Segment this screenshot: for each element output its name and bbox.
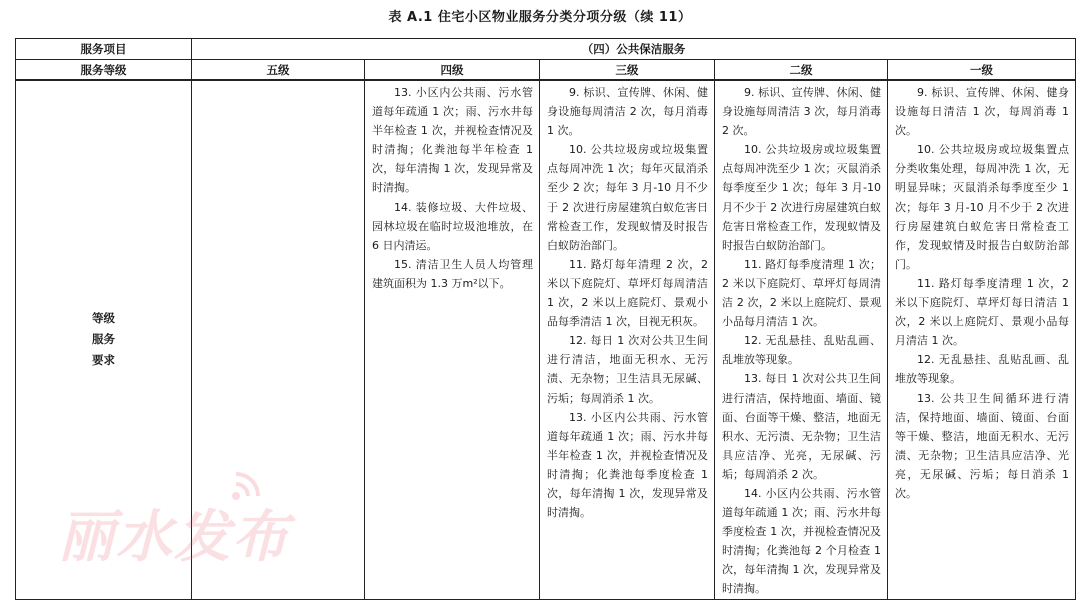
watermark-logo: 丽水发布 [58, 505, 290, 570]
requirement-item: 13. 小区内公共雨、污水管道每年疏通 1 次；雨、污水井每半年检查 1 次，并视检查情况及时清掏；化粪池每半年检查 1 次，每年清掏 1 次，发现异常及时清掏。 [372, 86, 533, 195]
row-label-line: 要求 [92, 353, 115, 368]
level-header-5: 五级 [192, 60, 365, 81]
requirement-item: 12. 每日 1 次对公共卫生间进行清洁，地面无积水、无污渍、无杂物；卫生洁具无尿碱、污垢；每周消杀 1 次。 [547, 334, 708, 405]
level-header-1: 一级 [888, 60, 1076, 81]
requirement-item: 9. 标识、宣传牌、休闲、健身设施每日清洁 1 次，每周消毒 1 次。 [895, 86, 1070, 138]
requirement-item: 13. 小区内公共雨、污水管道每年疏通 1 次；雨、污水井每半年检查 1 次，并视检查情况及时清掏；化粪池每季度检查 1 次，每年清掏 1 次，发现异常及时清掏。 [547, 410, 708, 520]
level3-cell [540, 80, 715, 599]
level4-cell [365, 80, 540, 599]
requirement-item: 12. 无乱悬挂、乱贴乱画、乱堆放等现象。 [895, 353, 1070, 386]
row-label-line: 服务 [92, 332, 115, 347]
requirement-item: 10. 公共垃圾房或垃圾集置点分类收集处理，每周冲洗 1 次，无明显异味；灭鼠消杀每季度至少 1 次；每年 3 月-10 月不少于 2 次进行房屋建筑白蚁危害日常检查工作，发现蚁情及时报告白蚁防治部门。 [895, 143, 1070, 271]
requirement-item: 10. 公共垃圾房或垃圾集置点每周冲洗至少 1 次；灭鼠消杀每季度至少 1 次；每年 3 月-10 月不少于 2 次进行房屋建筑白蚁危害日常检查工作，发现蚁情及时报告白蚁防治部门。 [722, 143, 881, 252]
service-item-value: （四）公共保洁服务 [192, 39, 1076, 60]
requirement-item: 13. 公共卫生间循环进行清洁，保持地面、墙面、镜面、台面等干燥、整洁，地面无积水、无污渍、无杂物；卫生洁具应洁净、光亮，无尿碱、污垢；每日消杀 1 次。 [895, 391, 1070, 500]
requirement-item: 15. 清洁卫生人员人均管理建筑面积为 1.3 万m²以下。 [372, 257, 533, 290]
requirement-item: 9. 标识、宣传牌、休闲、健身设施每周清洁 3 次，每月消毒 2 次。 [722, 86, 881, 138]
requirement-item: 14. 装修垃圾、大件垃圾、园林垃圾在临时垃圾池堆放，在 6 日内清运。 [372, 200, 533, 252]
row-label-line: 等级 [92, 311, 115, 326]
level-header-3: 三级 [540, 60, 715, 81]
requirement-item: 12. 无乱悬挂、乱贴乱画、乱堆放等现象。 [722, 334, 881, 367]
requirement-item: 9. 标识、宣传牌、休闲、健身设施每周清洁 2 次，每月消毒 1 次。 [547, 86, 708, 138]
level1-cell [888, 80, 1076, 599]
level-header-4: 四级 [365, 60, 540, 81]
service-grade-table [15, 38, 1076, 600]
level2-cell [715, 80, 888, 599]
requirement-item: 11. 路灯每年清理 2 次，2 米以下庭院灯、草坪灯每周清洁 1 次，2 米以上庭院灯、景观小品每季清洁 1 次，目视无积灰。 [547, 257, 708, 329]
table-title: 表 A.1 住宅小区物业服务分类分项分级（续 11） [388, 10, 692, 25]
requirement-item: 11. 路灯每季度清理 1 次，2 米以下庭院灯、草坪灯每日清洁 1 次，2 米以上庭院灯、景观小品每月清洁 1 次。 [895, 276, 1070, 348]
level-header-2: 二级 [715, 60, 888, 81]
level5-cell [192, 80, 365, 599]
service-item-label: 服务项目 [16, 39, 192, 60]
requirement-item: 11. 路灯每季度清理 1 次；2 米以下庭院灯、草坪灯每周清洁 2 次，2 米以上庭院灯、景观小品每月清洁 1 次。 [722, 257, 881, 329]
row-label [16, 80, 192, 599]
requirement-item: 13. 每日 1 次对公共卫生间进行清洁，保持地面、墙面、镜面、台面等干燥、整洁，地面无积水、无污渍、无杂物；卫生洁具应洁净、光亮，无尿碱、污垢；每周消杀 2 次。 [722, 372, 881, 481]
service-level-label: 服务等级 [16, 60, 192, 81]
requirement-item: 14. 小区内公共雨、污水管道每年疏通 1 次；雨、污水井每季度检查 1 次，并视检查情况及时清掏；化粪池每 2 个月检查 1 次，每年清掏 1 次，发现异常及时清掏。 [722, 486, 881, 596]
requirement-item: 10. 公共垃圾房或垃圾集置点每周冲洗 1 次；每年灭鼠消杀至少 2 次；每年 3 月-10 月不少于 2 次进行房屋建筑白蚁危害日常检查工作，发现蚁情及时报告白蚁防治部门。 [547, 143, 708, 252]
